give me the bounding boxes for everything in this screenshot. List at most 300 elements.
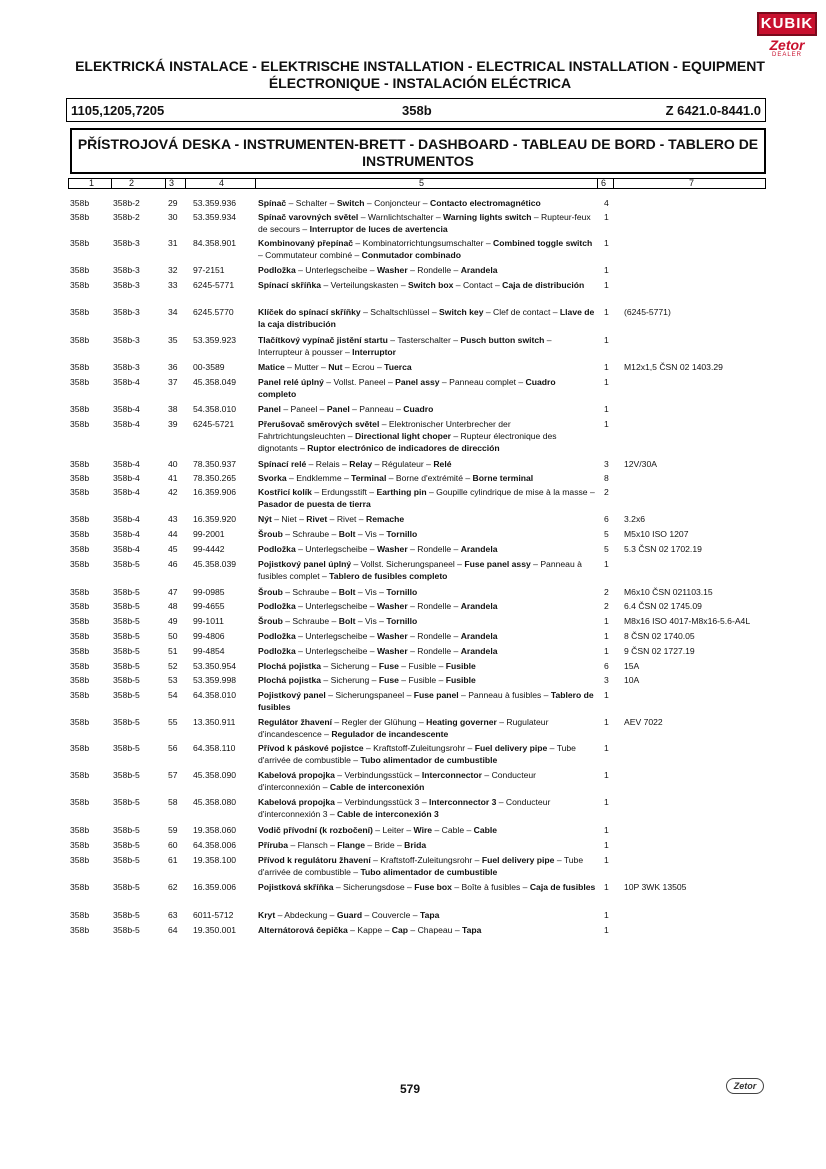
quantity-cell: 1 [604, 559, 609, 569]
section-line-2: INSTRUMENTOS [362, 153, 474, 169]
description-cell [258, 418, 596, 454]
part-number-cell: 64.358.006 [193, 840, 237, 850]
description-translations: – Warnlichtschalter – Warning lights switch – Rupteur-feux de secours – Interruptor de luces de avertencia [258, 212, 591, 234]
col-4: 4 [219, 178, 225, 188]
description-cell [258, 211, 596, 235]
group-cell: 358b [70, 840, 90, 850]
kubik-brand: KUBIK [757, 12, 817, 36]
position-cell: 55 [168, 717, 178, 727]
description-translations: – Elektronischer Unterbrecher der Fahrtrichtungsleuchten – Directional light choper – Rupteur électronique des dignotants – Ruptor electrónico de indicadores de dirección [258, 419, 557, 453]
description-cell [258, 306, 596, 330]
quantity-cell: 4 [604, 198, 609, 208]
quantity-cell: 6 [604, 514, 609, 524]
description-translations: – Kraftstoff-Zuleitungsrohr – Fuel delivery pipe – Tube d'arrivée de combustible – Tubo alimentador de cumbustible [258, 855, 584, 877]
position-cell: 46 [168, 559, 178, 569]
part-number-cell: 00-3589 [193, 362, 225, 372]
group-cell: 358b [70, 631, 90, 641]
description-translations: – Flansch – Flange – Bride – Brida [288, 840, 427, 850]
description-translations: – Verbindungsstück – Interconnector – Conducteur d'interconnexión – Cable de interconexión [258, 770, 536, 792]
description-cell [258, 660, 596, 672]
description-czech: Šroub [258, 587, 283, 597]
quantity-cell: 1 [604, 910, 609, 920]
description-cell [258, 742, 596, 766]
page-title [70, 58, 770, 92]
group-cell: 358b [70, 419, 90, 429]
description-cell [258, 824, 596, 836]
description-czech: Pojistkový panel úplný [258, 559, 352, 569]
description-translations: – Sicherung – Fuse – Fusible – Fusible [321, 661, 476, 671]
quantity-cell: 3 [604, 459, 609, 469]
figure-cell: 358b-5 [113, 675, 140, 685]
quantity-cell: 5 [604, 544, 609, 554]
part-number-cell: 64.358.110 [193, 743, 236, 753]
description-czech: Spínač [258, 198, 287, 208]
group-code: 358b [402, 103, 432, 118]
figure-cell: 358b-4 [113, 514, 140, 524]
description-czech: Tlačítkový vypínač jistění startu [258, 335, 388, 345]
model-header [66, 98, 766, 122]
position-cell: 43 [168, 514, 178, 524]
quantity-cell: 1 [604, 743, 609, 753]
quantity-cell: 8 [604, 473, 609, 483]
part-number-cell: 99-4655 [193, 601, 225, 611]
position-cell: 50 [168, 631, 178, 641]
description-cell [258, 543, 596, 555]
part-number-cell: 16.359.006 [193, 882, 237, 892]
remark-cell: (6245-5771) [624, 307, 671, 317]
quantity-cell: 1 [604, 770, 609, 780]
position-cell: 41 [168, 473, 178, 483]
part-number-cell: 16.359.920 [193, 514, 237, 524]
description-czech: Panel relé úplný [258, 377, 324, 387]
description-cell [258, 472, 596, 484]
quantity-cell: 1 [604, 404, 609, 414]
description-cell [258, 237, 596, 261]
remark-cell: 15A [624, 661, 640, 671]
description-cell [258, 716, 596, 740]
description-cell [258, 769, 596, 793]
description-czech: Pojistkový panel [258, 690, 326, 700]
figure-cell: 358b-3 [113, 335, 140, 345]
description-translations: – Unterlegscheibe – Washer – Rondelle – Arandela [295, 601, 498, 611]
figure-cell: 358b-5 [113, 559, 140, 569]
group-cell: 358b [70, 646, 90, 656]
figure-cell: 358b-4 [113, 419, 140, 429]
description-cell [258, 279, 596, 291]
description-translations: – Sicherungspaneel – Fuse panel – Panneau à fusibles – Tablero de fusibles [258, 690, 594, 712]
description-cell [258, 528, 596, 540]
part-number-cell: 99-1011 [193, 616, 224, 626]
part-number-cell: 6245-5771 [193, 280, 235, 290]
description-cell [258, 361, 596, 373]
group-cell: 358b [70, 559, 90, 569]
quantity-cell: 2 [604, 487, 609, 497]
figure-cell: 358b-4 [113, 487, 140, 497]
position-cell: 42 [168, 487, 178, 497]
kubik-zetor-logo [757, 12, 817, 64]
position-cell: 54 [168, 690, 178, 700]
description-cell [258, 558, 596, 582]
figure-cell: 358b-5 [113, 882, 140, 892]
group-cell: 358b [70, 529, 90, 539]
figure-cell: 358b-5 [113, 587, 140, 597]
description-czech: Spínač varovných světel [258, 212, 359, 222]
description-czech: Matice [258, 362, 285, 372]
part-number-cell: 6245-5721 [193, 419, 235, 429]
figure-cell: 358b-5 [113, 797, 140, 807]
description-translations: – Leiter – Wire – Cable – Cable [372, 825, 498, 835]
description-cell [258, 630, 596, 642]
position-cell: 59 [168, 825, 178, 835]
figure-cell: 358b-3 [113, 362, 140, 372]
remark-cell: M6x10 ČSN 021103.15 [624, 587, 713, 597]
part-number-cell: 99-0985 [193, 587, 225, 597]
figure-cell: 358b-5 [113, 646, 140, 656]
part-number-cell: 99-4854 [193, 646, 225, 656]
part-number-cell: 99-4442 [193, 544, 225, 554]
part-number-cell: 84.358.901 [193, 238, 237, 248]
description-czech: Kostřicí kolík [258, 487, 312, 497]
quantity-cell: 1 [604, 646, 609, 656]
part-number-cell: 54.358.010 [193, 404, 237, 414]
description-translations: – Relais – Relay – Régulateur – Relé [306, 459, 452, 469]
description-cell [258, 615, 596, 627]
figure-cell: 358b-5 [113, 661, 140, 671]
description-czech: Přerušovač směrových světel [258, 419, 380, 429]
group-cell: 358b [70, 797, 90, 807]
figure-cell: 358b-5 [113, 925, 140, 935]
description-cell [258, 586, 596, 598]
group-cell: 358b [70, 770, 90, 780]
quantity-cell: 1 [604, 925, 609, 935]
description-cell [258, 674, 596, 686]
position-cell: 56 [168, 743, 178, 753]
part-number-cell: 53.359.936 [193, 198, 237, 208]
description-czech: Podložka [258, 646, 296, 656]
remark-cell: 10A [624, 675, 640, 685]
description-czech: Přívod k páskové pojistce [258, 743, 364, 753]
col-3: 3 [169, 178, 175, 188]
remark-cell: 9 ČSN 02 1727.19 [624, 646, 695, 656]
description-cell [258, 486, 596, 510]
description-cell [258, 839, 596, 851]
part-number-cell: 78.350.265 [193, 473, 237, 483]
quantity-cell: 1 [604, 265, 609, 275]
description-cell [258, 600, 596, 612]
part-number-cell: 99-4806 [193, 631, 225, 641]
description-translations: – Verbindungsstück 3 – Interconnector 3 – Conducteur d'interconnexión 3 – Cable de interconexión 3 [258, 797, 551, 819]
description-translations: – Tasterschalter – Pusch button switch – Interrupteur à pousser – Interruptor [258, 335, 552, 357]
part-number-cell: 53.359.934 [193, 212, 237, 222]
description-translations: – Kappe – Cap – Chapeau – Tapa [347, 925, 482, 935]
position-cell: 63 [168, 910, 178, 920]
group-cell: 358b [70, 661, 90, 671]
description-translations: – Endklemme – Terminal – Borne d'extrémité – Borne terminal [286, 473, 534, 483]
description-translations: – Regler der Glühung – Heating governer – Rugulateur d'incandescence – Regulador de incandescente [258, 717, 549, 739]
quantity-cell: 1 [604, 855, 609, 865]
remark-cell: 12V/30A [624, 459, 657, 469]
figure-cell: 358b-3 [113, 265, 140, 275]
position-cell: 53 [168, 675, 178, 685]
position-cell: 37 [168, 377, 178, 387]
figure-cell: 358b-5 [113, 616, 140, 626]
position-cell: 48 [168, 601, 178, 611]
description-czech: Šroub [258, 529, 283, 539]
group-cell: 358b [70, 855, 90, 865]
position-cell: 64 [168, 925, 178, 935]
remark-cell: AEV 7022 [624, 717, 663, 727]
position-cell: 38 [168, 404, 178, 414]
column-header [68, 178, 766, 189]
quantity-cell: 1 [604, 212, 609, 222]
part-number-cell: 45.358.090 [193, 770, 237, 780]
position-cell: 44 [168, 529, 178, 539]
part-number-cell: 78.350.937 [193, 459, 237, 469]
group-cell: 358b [70, 404, 90, 414]
figure-cell: 358b-5 [113, 717, 140, 727]
quantity-cell: 1 [604, 840, 609, 850]
figure-cell: 358b-5 [113, 770, 140, 780]
description-czech: Podložka [258, 544, 296, 554]
description-translations: – Abdeckung – Guard – Couvercle – Tapa [275, 910, 440, 920]
description-translations: – Unterlegscheibe – Washer – Rondelle – Arandela [295, 265, 498, 275]
description-cell [258, 924, 596, 936]
description-czech: Kabelová propojka [258, 770, 335, 780]
description-translations: – Schraube – Bolt – Vis – Tornillo [282, 587, 418, 597]
group-cell: 358b [70, 377, 90, 387]
description-czech: Spínací skříňka [258, 280, 322, 290]
description-czech: Příruba [258, 840, 289, 850]
position-cell: 61 [168, 855, 178, 865]
remark-cell: 8 ČSN 02 1740.05 [624, 631, 695, 641]
figure-cell: 358b-3 [113, 280, 140, 290]
remark-cell: 3.2x6 [624, 514, 646, 524]
description-translations: – Vollst. Paneel – Panel assy – Panneau complet – Cuadro completo [258, 377, 556, 399]
group-cell: 358b [70, 307, 90, 317]
title-line-2: ÉLECTRONIQUE - INSTALACIÓN ELÉCTRICA [268, 75, 572, 91]
description-translations: – Schalter – Switch – Conjoncteur – Contacto electromagnético [286, 198, 541, 208]
description-cell [258, 796, 596, 820]
section-title [70, 128, 766, 174]
group-cell: 358b [70, 882, 90, 892]
position-cell: 34 [168, 307, 178, 317]
group-cell: 358b [70, 487, 90, 497]
quantity-cell: 1 [604, 362, 609, 372]
part-number-cell: 53.359.998 [193, 675, 237, 685]
description-czech: Pojistková skříňka [258, 882, 334, 892]
position-cell: 33 [168, 280, 178, 290]
description-cell [258, 403, 596, 415]
group-cell: 358b [70, 616, 90, 626]
position-cell: 35 [168, 335, 178, 345]
group-cell: 358b [70, 280, 90, 290]
description-translations: – Kombinatorrichtungsumschalter – Combined toggle switch – Commutateur combiné – Conmutador combinado [258, 238, 593, 260]
description-cell [258, 881, 596, 893]
description-translations: – Verteilungskasten – Switch box – Contact – Caja de distribución [321, 280, 585, 290]
description-czech: Kombinovaný přepínač [258, 238, 354, 248]
figure-cell: 358b-5 [113, 601, 140, 611]
part-number-cell: 19.358.060 [193, 825, 237, 835]
description-czech: Podložka [258, 265, 296, 275]
description-cell [258, 689, 596, 713]
description-translations: – Unterlegscheibe – Washer – Rondelle – Arandela [295, 646, 498, 656]
remark-cell: M8x16 ISO 4017-M8x16-5.6-A4L [624, 616, 751, 626]
group-cell: 358b [70, 473, 90, 483]
description-translations: – Vollst. Sicherungspaneel – Fuse panel assy – Panneau à fusibles complet – Tablero de fusibles completo [258, 559, 582, 581]
description-cell [258, 909, 596, 921]
figure-cell: 358b-5 [113, 690, 140, 700]
group-cell: 358b [70, 265, 90, 275]
figure-cell: 358b-5 [113, 840, 140, 850]
part-number-cell: 53.350.954 [193, 661, 237, 671]
quantity-cell: 1 [604, 797, 609, 807]
group-cell: 358b [70, 198, 90, 208]
description-czech: Spínací relé [258, 459, 307, 469]
col-2: 2 [129, 178, 135, 188]
quantity-cell: 1 [604, 419, 609, 429]
description-czech: Vodič přívodní (k rozbočení) [258, 825, 373, 835]
quantity-cell: 1 [604, 280, 609, 290]
group-cell: 358b [70, 587, 90, 597]
description-translations: – Kraftstoff-Zuleitungsrohr – Fuel delivery pipe – Tube d'arrivée de combustible – Tubo alimentador de cumbustible [258, 743, 576, 765]
description-czech: Alternátorová čepička [258, 925, 348, 935]
position-cell: 47 [168, 587, 178, 597]
group-cell: 358b [70, 925, 90, 935]
section-line-1: PŘÍSTROJOVÁ DESKA - INSTRUMENTEN-BRETT - DASHBOARD - TABLEAU DE BORD - TABLERO DE [77, 136, 759, 152]
models: 1105,1205,7205 [71, 103, 165, 118]
description-czech: Plochá pojistka [258, 675, 322, 685]
position-cell: 39 [168, 419, 178, 429]
quantity-cell: 1 [604, 825, 609, 835]
title-line-1: ELEKTRICKÁ INSTALACE - ELEKTRISCHE INSTALLATION - ELECTRICAL INSTALLATION - EQUIPMENT [75, 58, 765, 74]
serial-range: Z 6421.0-8441.0 [665, 103, 761, 118]
col-5: 5 [419, 178, 425, 188]
description-translations: – Sicherungsdose – Fuse box – Boîte à fusibles – Caja de fusibles [333, 882, 596, 892]
description-czech: Kryt [258, 910, 276, 920]
group-cell: 358b [70, 335, 90, 345]
part-number-cell: 6011-5712 [193, 910, 234, 920]
description-czech: Panel [258, 404, 281, 414]
part-number-cell: 45.358.080 [193, 797, 237, 807]
description-czech: Klíček do spínací skříňky [258, 307, 361, 317]
description-translations: – Unterlegscheibe – Washer – Rondelle – Arandela [295, 631, 498, 641]
description-translations: – Sicherung – Fuse – Fusible – Fusible [321, 675, 476, 685]
group-cell: 358b [70, 675, 90, 685]
group-cell: 358b [70, 212, 90, 222]
description-czech: Podložka [258, 631, 296, 641]
description-czech: Kabelová propojka [258, 797, 335, 807]
description-translations: – Schraube – Bolt – Vis – Tornillo [282, 529, 418, 539]
description-cell [258, 376, 596, 400]
quantity-cell: 1 [604, 616, 609, 626]
description-translations: – Niet – Rivet – Rivet – Remache [271, 514, 405, 524]
position-cell: 40 [168, 459, 178, 469]
description-cell [258, 513, 596, 525]
group-cell: 358b [70, 459, 90, 469]
description-cell [258, 334, 596, 358]
description-czech: Šroub [258, 616, 283, 626]
group-cell: 358b [70, 910, 90, 920]
figure-cell: 358b-3 [113, 307, 140, 317]
description-czech: Přívod k regulátoru žhavení [258, 855, 371, 865]
remark-cell: M5x10 ISO 1207 [624, 529, 689, 539]
quantity-cell: 2 [604, 587, 609, 597]
part-number-cell: 13.350.911 [193, 717, 236, 727]
quantity-cell: 1 [604, 377, 609, 387]
description-czech: Svorka [258, 473, 287, 483]
col-6: 6 [601, 178, 607, 188]
quantity-cell: 3 [604, 675, 609, 685]
col-1: 1 [89, 178, 95, 188]
figure-cell: 358b-4 [113, 529, 140, 539]
quantity-cell: 1 [604, 335, 609, 345]
position-cell: 52 [168, 661, 178, 671]
description-translations: – Mutter – Nut – Ecrou – Tuerca [284, 362, 412, 372]
part-number-cell: 19.358.100 [193, 855, 237, 865]
position-cell: 36 [168, 362, 178, 372]
remark-cell: 10P 3WK 13505 [624, 882, 687, 892]
group-cell: 358b [70, 825, 90, 835]
description-czech: Regulátor žhavení [258, 717, 333, 727]
zetor-brand: Zetor [769, 37, 805, 53]
quantity-cell: 1 [604, 631, 609, 641]
col-7: 7 [689, 178, 695, 188]
quantity-cell: 1 [604, 717, 609, 727]
position-cell: 60 [168, 840, 178, 850]
figure-cell: 358b-2 [113, 198, 140, 208]
part-number-cell: 64.358.010 [193, 690, 237, 700]
position-cell: 51 [168, 646, 178, 656]
position-cell: 31 [168, 238, 178, 248]
figure-cell: 358b-4 [113, 377, 140, 387]
remark-cell: 5.3 ČSN 02 1702.19 [624, 544, 702, 554]
quantity-cell: 1 [604, 238, 609, 248]
dealer-text: DEALER [771, 52, 802, 58]
description-translations: – Paneel – Panel – Panneau – Cuadro [280, 404, 434, 414]
figure-cell: 358b-3 [113, 238, 140, 248]
quantity-cell: 5 [604, 529, 609, 539]
position-cell: 45 [168, 544, 178, 554]
figure-cell: 358b-4 [113, 544, 140, 554]
group-cell: 358b [70, 544, 90, 554]
part-number-cell: 19.350.001 [193, 925, 237, 935]
group-cell: 358b [70, 690, 90, 700]
part-number-cell: 6245.5770 [193, 307, 234, 317]
description-cell [258, 854, 596, 878]
group-cell: 358b [70, 362, 90, 372]
part-number-cell: 53.359.923 [193, 335, 237, 345]
description-czech: Podložka [258, 601, 296, 611]
page-number: 579 [400, 1082, 421, 1096]
group-cell: 358b [70, 238, 90, 248]
quantity-cell: 2 [604, 601, 609, 611]
description-cell [258, 197, 596, 209]
position-cell: 32 [168, 265, 178, 275]
figure-cell: 358b-2 [113, 212, 140, 222]
zetor-footer-logo: Zetor [726, 1078, 764, 1094]
figure-cell: 358b-5 [113, 631, 140, 641]
quantity-cell: 1 [604, 307, 609, 317]
remark-cell: M12x1,5 ČSN 02 1403.29 [624, 362, 723, 372]
description-cell [258, 264, 596, 276]
part-number-cell: 97-2151 [193, 265, 225, 275]
figure-cell: 358b-5 [113, 855, 140, 865]
position-cell: 58 [168, 797, 178, 807]
figure-cell: 358b-4 [113, 459, 140, 469]
figure-cell: 358b-4 [113, 473, 140, 483]
position-cell: 57 [168, 770, 178, 780]
part-number-cell: 45.358.049 [193, 377, 237, 387]
